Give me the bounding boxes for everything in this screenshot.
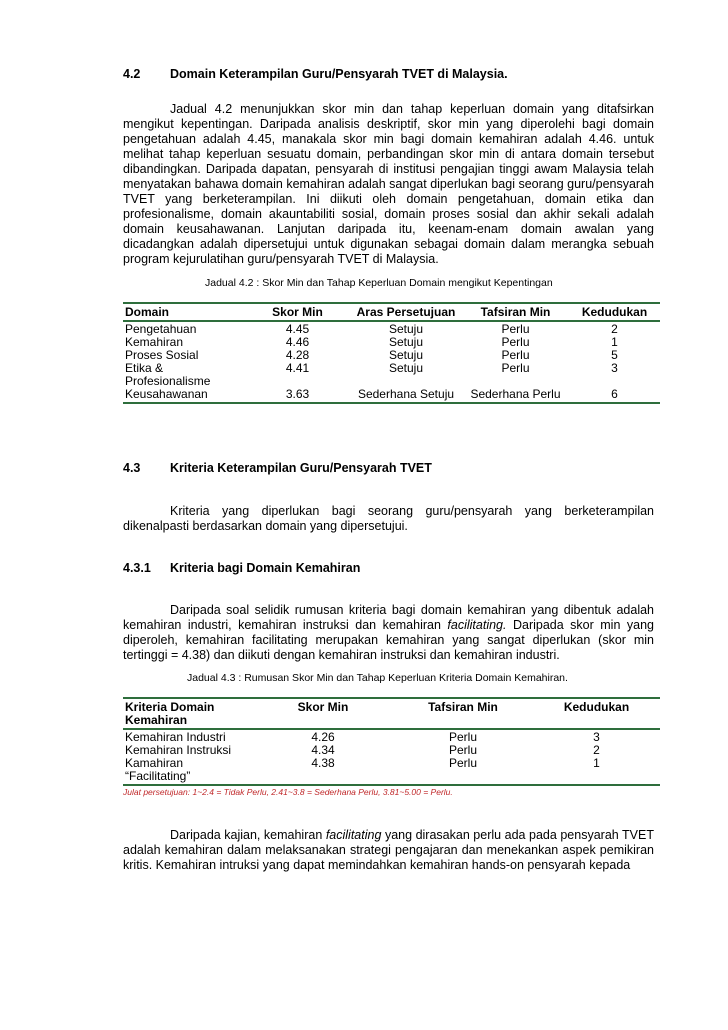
- column-header: Skor Min: [245, 303, 350, 321]
- table-cell: Setuju: [388, 335, 424, 349]
- table-cell: Kemahiran: [125, 335, 184, 349]
- paragraph-4-3: [123, 504, 654, 534]
- section-number: 4.2: [123, 67, 141, 81]
- table-cell: 4.26: [311, 730, 335, 744]
- paragraph-4-3-1: [123, 603, 654, 663]
- column-header: Tafsiran Min: [462, 303, 569, 321]
- table-cell: Setuju: [388, 361, 424, 375]
- table-cell: Setuju: [388, 348, 424, 362]
- table-cell: 1: [533, 757, 660, 785]
- table-caption-4-2: Jadual 4.2 : Skor Min dan Tahap Keperluan Domain mengikut Kepentingan: [205, 277, 553, 289]
- table-cell: 6: [569, 388, 660, 403]
- table-cell: 2: [611, 322, 618, 336]
- column-header: Aras Persetujuan: [350, 303, 462, 321]
- table-cell: 4.45: [285, 322, 310, 336]
- paragraph-closing: [123, 828, 654, 873]
- table-cell: Pengetahuan: [125, 322, 197, 336]
- paragraph-text: Daripada soal selidik rumusan kriteria bagi domain kemahiran yang dibentuk adalah kemahiran industri, kemahiran instruksi dan kemahiran: [123, 603, 654, 632]
- table-cell: 2: [593, 743, 600, 757]
- table-row: [123, 388, 660, 403]
- section-title: Kriteria Keterampilan Guru/Pensyarah TVET: [170, 461, 432, 475]
- column-header: Skor Min: [253, 698, 393, 729]
- table-row: [123, 757, 660, 785]
- section-number: 4.3.1: [123, 561, 151, 575]
- column-header: Kedudukan: [569, 303, 660, 321]
- table-row: [123, 321, 660, 336]
- section-heading-4-2: [123, 67, 508, 81]
- table-caption-4-3: Jadual 4.3 : Rumusan Skor Min dan Tahap Keperluan Kriteria Domain Kemahiran.: [187, 672, 568, 684]
- paragraph-text: Daripada kajian, kemahiran: [170, 828, 323, 842]
- table-cell: 3: [611, 361, 618, 375]
- table-cell: Keusahawanan: [123, 388, 245, 403]
- table-cell: Perlu: [393, 757, 533, 785]
- section-title: Domain Keterampilan Guru/Pensyarah TVET di Malaysia.: [170, 67, 508, 81]
- table-4-3: [123, 697, 660, 786]
- section-heading-4-3-1: [123, 561, 360, 575]
- table-row: [123, 362, 660, 388]
- paragraph-4-2: [123, 102, 654, 267]
- paragraph-text: Daripada skor min yang diperoleh, kemahiran facilitating merupakan kemahiran yang sangat diperlukan (skor min tertinggi = 4.38) dan diikuti dengan kemahiran instruksi dan kemahiran industri.: [123, 618, 654, 662]
- table-4-2: [123, 302, 660, 404]
- table-cell: 4.38: [253, 757, 393, 785]
- table-cell: 4.28: [285, 348, 310, 362]
- table-cell: 5: [611, 348, 618, 362]
- table-cell: Setuju: [388, 322, 424, 336]
- table-cell: Perlu: [501, 361, 530, 375]
- table-cell: Kemahiran Industri: [125, 730, 226, 744]
- table-header-row: [123, 303, 660, 321]
- table-cell: Perlu: [448, 730, 477, 744]
- column-header: Tafsiran Min: [393, 698, 533, 729]
- table-cell: 1: [611, 335, 618, 349]
- table-cell: Perlu: [448, 743, 477, 757]
- paragraph-text: Jadual 4.2 menunjukkan skor min dan tahap keperluan domain yang ditafsirkan mengikut kepentingan. Daripada analisis deskriptif, skor min yang diperolehi bagi domain pengetahuan adalah 4.45, manakala skor min bagi domain kemahiran adalah 4.46. untuk melihat tahap keperluan sesuatu domain, perbandingan skor min di antara domain tersebut dibandingkan. Daripada dapatan, pensyarah di institusi pengajian tinggi awam Malaysia telah menyatakan bahawa domain kemahiran adalah sangat diperlukan bagi seorang guru/pensyarah TVET yang berketerampilan. Ini diikuti oleh domain pengetahuan, domain etika dan profesionalisme, domain akauntabiliti sosial, domain proses sosial dan akhir sekali adalah domain keusahawanan. Lanjutan daripada itu, keenam-enam domain awalan yang dicadangkan adalah dipersetujui untuk digunakan sebagai domain dalam merangka sebuah program kejurulatihan guru/pensyarah TVET di Malaysia.: [123, 102, 654, 266]
- paragraph-italic-text: facilitating: [325, 828, 382, 842]
- table-cell: Etika & Profesionalisme: [125, 361, 211, 388]
- paragraph-text: Kriteria yang diperlukan bagi seorang guru/pensyarah yang berketerampilan dikenalpasti berdasarkan domain yang dipersetujui.: [123, 504, 654, 533]
- table-row: [123, 744, 660, 757]
- column-header: Kedudukan: [533, 698, 660, 729]
- section-heading-4-3: [123, 461, 432, 475]
- table-cell: 4.34: [311, 743, 335, 757]
- table-cell: 4.46: [285, 335, 310, 349]
- table-cell: Sederhana Setuju: [350, 388, 462, 403]
- table-cell: Kamahiran “Facilitating”: [123, 757, 253, 785]
- section-title: Kriteria bagi Domain Kemahiran: [170, 561, 361, 575]
- table-cell: Proses Sosial: [125, 348, 199, 362]
- range-note: Julat persetujuan: 1~2.4 = Tidak Perlu, 2.41~3.8 = Sederhana Perlu, 3.81~5.00 = Perlu.: [123, 787, 453, 797]
- table-cell: 3: [593, 730, 600, 744]
- section-number: 4.3: [123, 461, 141, 475]
- column-header: Kriteria Domain Kemahiran: [123, 698, 253, 729]
- paragraph-italic-text: facilitating.: [447, 618, 507, 632]
- table-row: [123, 729, 660, 744]
- column-header: Domain: [123, 303, 245, 321]
- table-cell: Perlu: [501, 348, 530, 362]
- table-cell: Perlu: [501, 335, 530, 349]
- paragraph-text: yang dirasakan perlu ada pada pensyarah TVET adalah kemahiran dalam melaksanakan strategi pengajaran dan menekankan aspek pemikiran kritis. Kemahiran intruksi yang dapat memindahkan kemahiran hands-on pensyarah kepada: [123, 828, 654, 872]
- table-cell: Kemahiran Instruksi: [125, 743, 232, 757]
- table-cell: 3.63: [245, 388, 350, 403]
- table-cell: Perlu: [501, 322, 530, 336]
- table-header-row: [123, 698, 660, 729]
- table-cell: 4.41: [285, 361, 310, 375]
- table-cell: Sederhana Perlu: [462, 388, 569, 403]
